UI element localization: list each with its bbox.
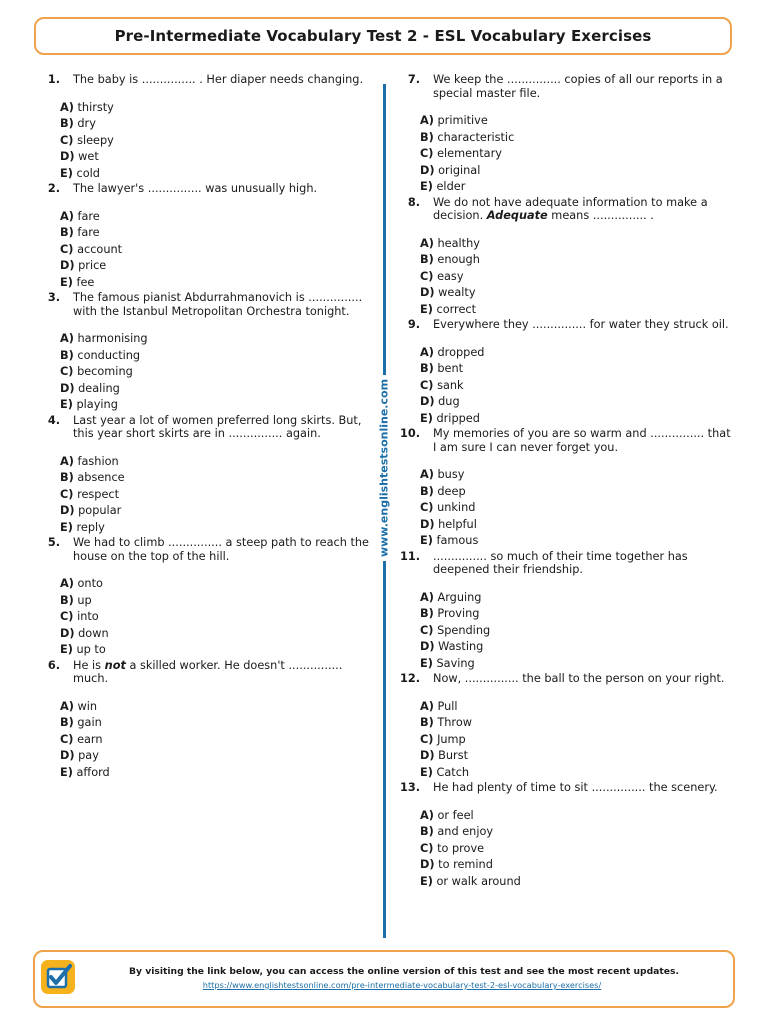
answer-option[interactable] <box>420 715 736 732</box>
option-letter: A) <box>420 114 434 127</box>
option-text: correct <box>436 302 477 316</box>
option-letter: E) <box>60 643 73 656</box>
footer-banner <box>33 950 735 1008</box>
option-text: dry <box>77 117 96 130</box>
question-item <box>36 536 371 659</box>
option-text: elementary <box>437 147 502 160</box>
question-number: 8. <box>407 195 420 209</box>
option-text: Spending <box>437 623 491 637</box>
answer-option[interactable] <box>60 765 371 782</box>
option-text: popular <box>78 504 122 517</box>
option-letter: D) <box>60 749 75 762</box>
option-text: afford <box>76 765 110 779</box>
side-watermark-url: www.englishtestsonline.com <box>378 375 391 561</box>
answer-option[interactable] <box>420 252 736 269</box>
option-text: Pull <box>437 699 458 713</box>
option-letter: A) <box>420 468 434 481</box>
option-letter: C) <box>60 242 74 256</box>
option-letter: A) <box>60 699 74 713</box>
answer-option[interactable] <box>60 642 371 659</box>
answer-option[interactable] <box>420 874 736 891</box>
answer-options <box>420 467 736 550</box>
option-letter: E) <box>420 534 433 547</box>
question-item <box>396 318 736 427</box>
question-item <box>396 427 736 550</box>
answer-option[interactable] <box>60 609 371 626</box>
answer-option[interactable] <box>60 748 371 765</box>
option-letter: B) <box>420 716 434 729</box>
answer-options <box>60 100 371 183</box>
answer-option[interactable] <box>420 765 736 782</box>
question-number: 2. <box>47 182 60 195</box>
option-text: absence <box>77 471 125 484</box>
option-text: harmonising <box>77 332 148 345</box>
option-text: thirsty <box>77 100 114 114</box>
answer-option[interactable] <box>60 166 371 183</box>
option-letter: A) <box>60 209 74 223</box>
option-letter: B) <box>420 130 434 144</box>
answer-option[interactable] <box>420 302 736 319</box>
question-text: He is not a skilled worker. He doesn't ............... much. <box>73 658 343 685</box>
answer-option[interactable] <box>60 331 371 348</box>
answer-option[interactable] <box>60 699 371 716</box>
answer-option[interactable] <box>420 411 736 428</box>
option-text: onto <box>77 577 103 590</box>
question-number: 13. <box>399 781 420 794</box>
option-text: Saving <box>436 656 475 670</box>
option-letter: A) <box>420 590 434 604</box>
option-letter: A) <box>60 100 74 114</box>
answer-option[interactable] <box>60 364 371 381</box>
option-text: into <box>77 610 99 623</box>
option-text: up <box>77 593 92 607</box>
question-item <box>36 182 371 291</box>
footer-message: By visiting the link below, you can access the online version of this test and see the most recent updates. <box>129 966 679 977</box>
answer-option[interactable] <box>420 606 736 623</box>
option-letter: B) <box>420 825 434 838</box>
option-letter: B) <box>420 607 434 620</box>
question-number: 4. <box>47 413 60 427</box>
option-letter: E) <box>420 302 433 316</box>
option-text: earn <box>77 732 103 746</box>
answer-option[interactable] <box>420 533 736 550</box>
option-letter: C) <box>60 732 74 746</box>
option-letter: E) <box>60 166 73 180</box>
question-item <box>396 73 736 196</box>
question-text: He had plenty of time to sit ............... the scenery. <box>433 781 718 794</box>
option-text: elder <box>436 180 466 193</box>
question-number: 1. <box>47 73 60 86</box>
question-item <box>396 550 736 673</box>
question-number: 3. <box>47 291 60 304</box>
option-letter: D) <box>420 749 435 762</box>
question-item <box>36 659 371 782</box>
option-text: easy <box>437 269 464 283</box>
option-letter: E) <box>420 874 433 888</box>
option-text: sleepy <box>77 133 114 147</box>
answer-option[interactable] <box>60 593 371 610</box>
option-text: reply <box>76 520 105 534</box>
answer-option[interactable] <box>60 116 371 133</box>
answer-option[interactable] <box>60 715 371 732</box>
option-letter: E) <box>420 656 433 670</box>
answer-option[interactable] <box>420 467 736 484</box>
option-text: price <box>78 259 107 272</box>
option-text: deep <box>437 484 466 498</box>
option-text: to remind <box>438 858 493 871</box>
option-letter: B) <box>60 716 74 729</box>
option-text: enough <box>437 253 480 266</box>
answer-options <box>60 331 371 414</box>
answer-option[interactable] <box>420 656 736 673</box>
option-text: Catch <box>436 765 470 779</box>
answer-option[interactable] <box>420 236 736 253</box>
answer-option[interactable] <box>60 454 371 471</box>
answer-option[interactable] <box>420 146 736 163</box>
option-text: fare <box>77 226 100 239</box>
answer-options <box>420 590 736 673</box>
option-text: up to <box>76 643 106 656</box>
question-text: The famous pianist Abdurrahmanovich is ............... with the Istanbul Metropolitan Orchestra tonight. <box>73 291 363 318</box>
option-text: dug <box>438 395 460 408</box>
question-text: My memories of you are so warm and ............... that I am sure I can never forget you. <box>433 427 731 454</box>
option-letter: E) <box>420 411 433 425</box>
question-text: The lawyer's ............... was unusually high. <box>73 182 318 195</box>
option-text: wealty <box>438 286 476 299</box>
option-text: Throw <box>437 716 472 729</box>
option-letter: B) <box>60 593 74 607</box>
question-item <box>396 781 736 890</box>
answer-options <box>60 454 371 537</box>
option-text: famous <box>436 534 479 547</box>
option-text: Proving <box>437 607 480 620</box>
answer-option[interactable] <box>420 500 736 517</box>
option-letter: A) <box>420 236 434 250</box>
option-letter: E) <box>420 765 433 779</box>
option-letter: D) <box>60 626 75 640</box>
option-letter: C) <box>420 501 434 514</box>
option-letter: B) <box>60 471 74 484</box>
answer-option[interactable] <box>420 748 736 765</box>
answer-option[interactable] <box>420 841 736 858</box>
answer-option[interactable] <box>60 242 371 259</box>
option-letter: E) <box>60 275 73 289</box>
question-text: ............... so much of their time together has deepened their friendship. <box>433 549 688 576</box>
option-text: cold <box>76 166 100 180</box>
option-letter: C) <box>60 365 74 378</box>
option-text: fee <box>76 275 95 289</box>
question-item <box>36 291 371 414</box>
option-letter: B) <box>60 226 74 239</box>
option-text: win <box>77 699 98 713</box>
option-text: unkind <box>437 501 476 514</box>
question-number: 10. <box>399 427 420 440</box>
option-letter: C) <box>420 841 434 855</box>
option-letter: A) <box>420 345 434 359</box>
question-number: 5. <box>47 536 60 549</box>
option-text: busy <box>437 468 465 481</box>
option-letter: E) <box>60 398 73 411</box>
answer-option[interactable] <box>420 824 736 841</box>
option-text: pay <box>78 749 99 762</box>
question-text: Everywhere they ............... for water they struck oil. <box>433 318 729 331</box>
right-column <box>396 73 736 890</box>
answer-option[interactable] <box>60 149 371 166</box>
answer-option[interactable] <box>420 699 736 716</box>
option-letter: D) <box>60 150 75 163</box>
left-column <box>36 73 371 781</box>
answer-option[interactable] <box>420 113 736 130</box>
footer-link[interactable]: https://www.englishtestsonline.com/pre-intermediate-vocabulary-test-2-esl-vocabulary-exercises/ <box>202 980 602 990</box>
option-text: sank <box>437 378 464 392</box>
answer-option[interactable] <box>60 626 371 643</box>
option-letter: C) <box>420 378 434 392</box>
question-item <box>396 672 736 781</box>
option-text: gain <box>77 716 102 729</box>
question-item <box>36 73 371 182</box>
answer-option[interactable] <box>420 857 736 874</box>
question-text: We keep the ............... copies of all our reports in a special master file. <box>433 73 723 100</box>
question-text: Now, ............... the ball to the person on your right. <box>433 672 725 685</box>
answer-option[interactable] <box>420 639 736 656</box>
option-letter: D) <box>420 858 435 871</box>
question-number: 12. <box>399 672 420 685</box>
option-text: fashion <box>77 454 119 468</box>
option-text: Jump <box>437 732 466 746</box>
option-text: dropped <box>437 345 485 359</box>
question-text: We had to climb ............... a steep path to reach the house on the top of the hill. <box>73 536 370 563</box>
option-text: conducting <box>77 348 141 362</box>
option-letter: C) <box>420 732 434 746</box>
question-text: The baby is ............... . Her diaper needs changing. <box>73 73 364 86</box>
option-letter: D) <box>60 259 75 272</box>
option-letter: C) <box>60 610 74 623</box>
answer-options <box>420 113 736 196</box>
option-letter: B) <box>420 484 434 498</box>
option-letter: D) <box>420 163 435 177</box>
option-letter: C) <box>420 269 434 283</box>
answer-option[interactable] <box>60 470 371 487</box>
option-text: dealing <box>78 381 120 395</box>
option-text: healthy <box>437 236 480 250</box>
option-letter: D) <box>60 381 75 395</box>
answer-option[interactable] <box>60 225 371 242</box>
answer-option[interactable] <box>60 275 371 292</box>
answer-options <box>420 699 736 782</box>
option-letter: A) <box>420 699 434 713</box>
option-letter: C) <box>420 147 434 160</box>
option-text: fare <box>77 209 100 223</box>
answer-option[interactable] <box>60 397 371 414</box>
question-number: 6. <box>47 658 60 672</box>
answer-options <box>420 345 736 428</box>
question-text: We do not have adequate information to make a decision. Adequate means ............... . <box>433 195 708 222</box>
question-item <box>36 414 371 537</box>
answer-option[interactable] <box>60 487 371 504</box>
option-letter: C) <box>60 133 74 147</box>
option-text: wet <box>78 150 99 163</box>
question-number: 7. <box>407 73 420 86</box>
answer-options <box>60 576 371 659</box>
answer-option[interactable] <box>60 209 371 226</box>
option-letter: B) <box>60 117 74 130</box>
answer-option[interactable] <box>420 590 736 607</box>
option-text: characteristic <box>437 130 515 144</box>
question-text: Last year a lot of women preferred long skirts. But, this year short skirts are in ............... again. <box>73 413 362 440</box>
answer-options <box>420 236 736 319</box>
option-letter: C) <box>420 623 434 637</box>
answer-option[interactable] <box>420 378 736 395</box>
option-text: Burst <box>438 749 469 762</box>
option-text: account <box>77 242 123 256</box>
option-text: or feel <box>437 808 474 822</box>
option-text: Wasting <box>438 640 484 653</box>
option-text: respect <box>77 487 120 501</box>
option-letter: B) <box>60 348 74 362</box>
answer-option[interactable] <box>420 517 736 534</box>
page-title: Pre-Intermediate Vocabulary Test 2 - ESL Vocabulary Exercises <box>114 27 652 45</box>
option-letter: B) <box>420 362 434 375</box>
answer-option[interactable] <box>60 503 371 520</box>
option-letter: E) <box>420 180 433 193</box>
option-letter: B) <box>420 253 434 266</box>
answer-option[interactable] <box>420 179 736 196</box>
answer-option[interactable] <box>420 394 736 411</box>
answer-option[interactable] <box>420 269 736 286</box>
option-text: or walk around <box>436 874 521 888</box>
answer-option[interactable] <box>60 348 371 365</box>
option-text: dripped <box>436 411 480 425</box>
option-text: Arguing <box>437 590 482 604</box>
answer-option[interactable] <box>420 345 736 362</box>
option-text: bent <box>437 362 464 375</box>
option-text: primitive <box>437 114 488 127</box>
answer-options <box>420 808 736 891</box>
answer-option[interactable] <box>420 732 736 749</box>
option-letter: E) <box>60 765 73 779</box>
option-text: original <box>438 163 481 177</box>
option-text: helpful <box>438 517 477 531</box>
option-text: to prove <box>437 841 485 855</box>
answer-option[interactable] <box>60 732 371 749</box>
option-letter: D) <box>420 286 435 299</box>
question-item <box>396 196 736 319</box>
answer-option[interactable] <box>420 484 736 501</box>
answer-option[interactable] <box>420 285 736 302</box>
answer-options <box>60 699 371 782</box>
option-letter: C) <box>60 487 74 501</box>
answer-option[interactable] <box>60 258 371 275</box>
answer-option[interactable] <box>60 100 371 117</box>
option-letter: D) <box>420 517 435 531</box>
option-letter: D) <box>60 504 75 517</box>
option-letter: A) <box>60 577 74 590</box>
option-text: and enjoy <box>437 825 494 838</box>
answer-option[interactable] <box>420 808 736 825</box>
option-text: down <box>78 626 109 640</box>
question-number: 11. <box>399 549 420 563</box>
answer-options <box>60 209 371 292</box>
answer-option[interactable] <box>60 381 371 398</box>
question-number: 9. <box>407 318 420 331</box>
answer-option[interactable] <box>420 623 736 640</box>
answer-option[interactable] <box>60 576 371 593</box>
answer-option[interactable] <box>60 133 371 150</box>
option-text: playing <box>76 398 118 411</box>
title-banner <box>34 17 732 55</box>
option-letter: D) <box>420 640 435 653</box>
option-letter: A) <box>420 808 434 822</box>
option-letter: A) <box>60 332 74 345</box>
answer-option[interactable] <box>420 130 736 147</box>
option-letter: A) <box>60 454 74 468</box>
option-letter: D) <box>420 395 435 408</box>
option-letter: E) <box>60 520 73 534</box>
answer-option[interactable] <box>60 520 371 537</box>
answer-option[interactable] <box>420 163 736 180</box>
answer-option[interactable] <box>420 361 736 378</box>
option-text: becoming <box>77 365 133 378</box>
